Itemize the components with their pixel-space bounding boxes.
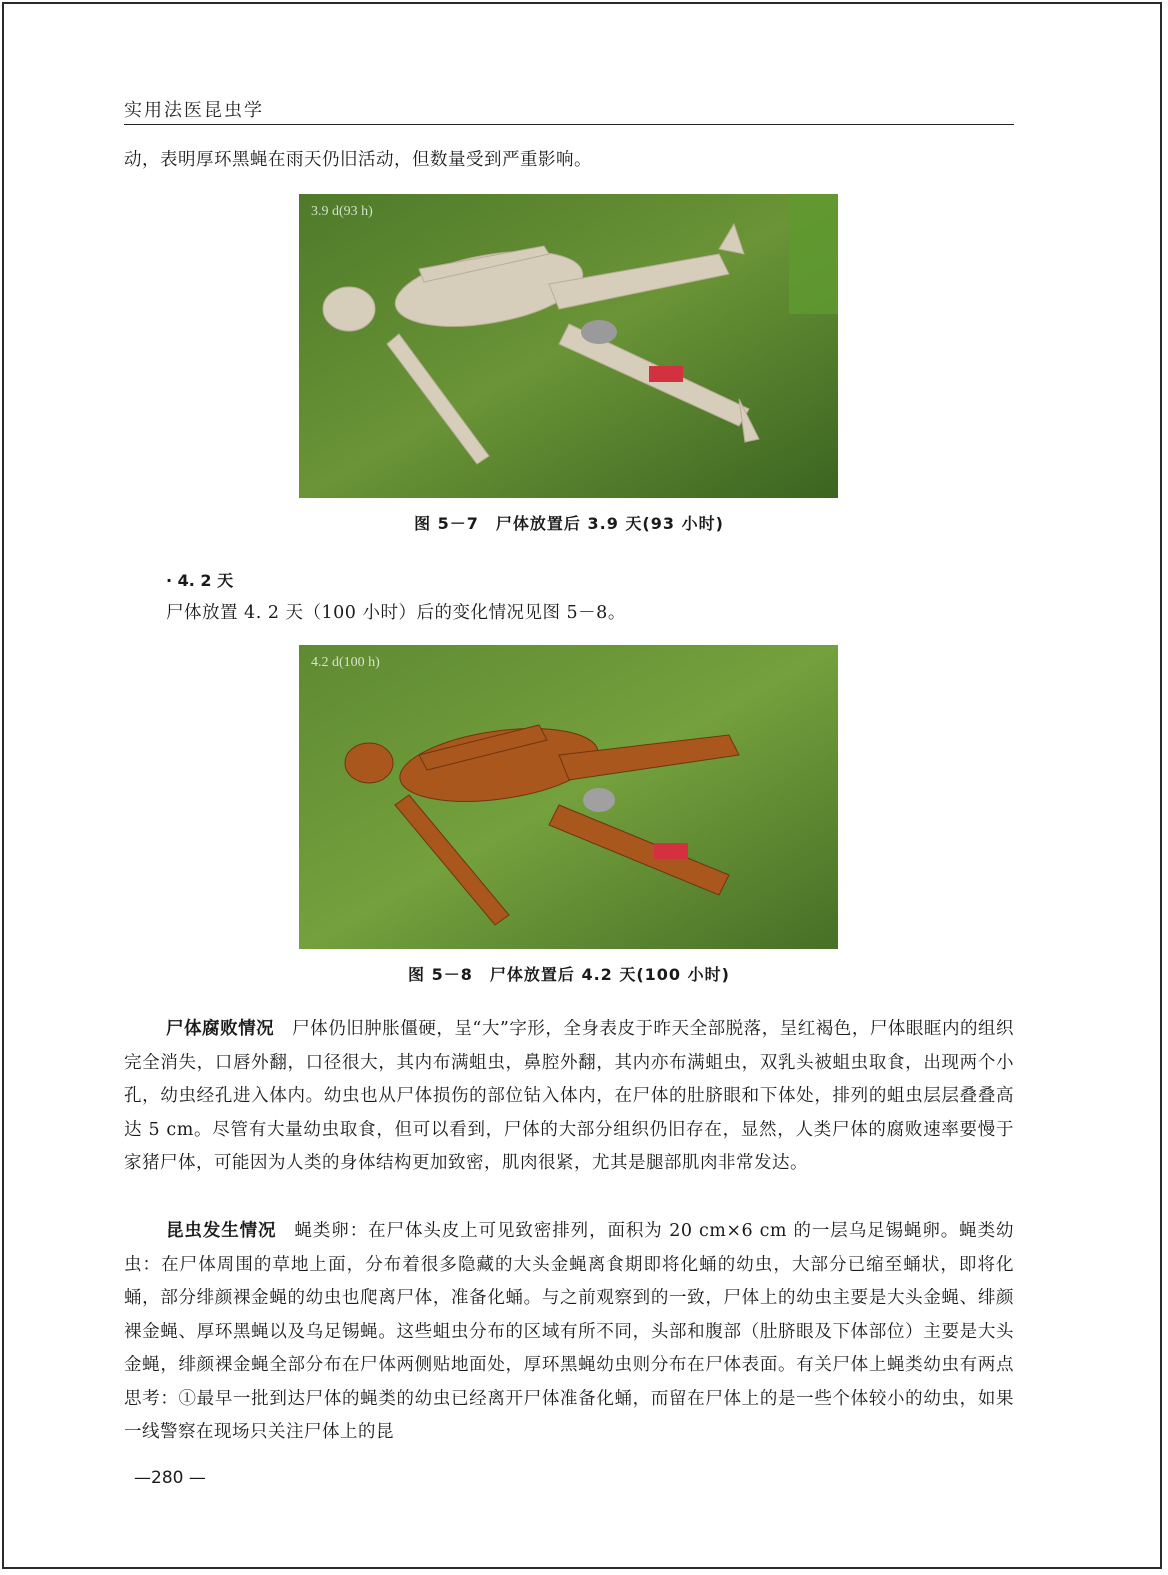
decay-paragraph	[124, 1013, 1014, 1181]
figure-5-8-stamp: 4.2 d(100 h)	[311, 655, 380, 670]
insects-term: 昆虫发生情况	[166, 1221, 277, 1241]
header-rule	[124, 124, 1014, 125]
page-number: —280 —	[134, 1468, 206, 1488]
figure-5-8-caption: 图 5－8 尸体放置后 4.2 天(100 小时)	[408, 965, 730, 984]
section-intro: 尸体放置 4. 2 天（100 小时）后的变化情况见图 5－8。	[166, 603, 626, 623]
top-paragraph: 动，表明厚环黑蝇在雨天仍旧活动，但数量受到严重影响。	[124, 150, 592, 170]
figure-5-7-photo	[299, 194, 838, 498]
decay-term: 尸体腐败情况	[166, 1019, 275, 1039]
insects-text: 蝇类卵：在尸体头皮上可见致密排列，面积为 20 cm×6 cm 的一层乌足锡蝇卵。蝇类幼虫：在尸体周围的草地上面，分布着很多隐藏的大头金蝇离食期即将化蛹的幼虫，大部分已缩至蛹状，即将化蛹，部分绯颜裸金蝇的幼虫也爬离尸体，准备化蛹。与之前观察到的一致，尸体上的幼虫主要是大头金蝇、绯颜裸金蝇、厚环黑蝇以及乌足锡蝇。这些蛆虫分布的区域有所不同，头部和腹部（肚脐眼及下体部位）主要是大头金蝇，绯颜裸金蝇全部分布在尸体两侧贴地面处，厚环黑蝇幼虫则分布在尸体表面。有关尸体上蝇类幼虫有两点思考：①最早一批到达尸体的蝇类的幼虫已经离开尸体准备化蛹，而留在尸体上的是一些个体较小的幼虫，如果一线警察在现场只关注尸体上的昆	[124, 1221, 1015, 1442]
figure-5-8-photo	[299, 645, 838, 949]
section-heading: · 4. 2 天	[166, 571, 234, 590]
figure-5-7-stamp: 3.9 d(93 h)	[311, 204, 373, 219]
decay-text: 尸体仍旧肿胀僵硬，呈“大”字形，全身表皮于昨天全部脱落，呈红褐色，尸体眼眶内的组织完全消失，口唇外翻，口径很大，其内布满蛆虫，鼻腔外翻，其内亦布满蛆虫，双乳头被蛆虫取食，出现两个小孔，幼虫经孔进入体内。幼虫也从尸体损伤的部位钻入体内，在尸体的肚脐眼和下体处，排列的蛆虫层层叠叠高达 5 cm。尽管有大量幼虫取食，但可以看到，尸体的大部分组织仍旧存在，显然，人类尸体的腐败速率要慢于家猪尸体，可能因为人类的身体结构更加致密，肌肉很紧，尤其是腿部肌肉非常发达。	[124, 1019, 1015, 1173]
insects-paragraph	[124, 1215, 1014, 1450]
running-header: 实用法医昆虫学	[124, 100, 264, 121]
figure-5-7-caption: 图 5－7 尸体放置后 3.9 天(93 小时)	[414, 514, 724, 533]
